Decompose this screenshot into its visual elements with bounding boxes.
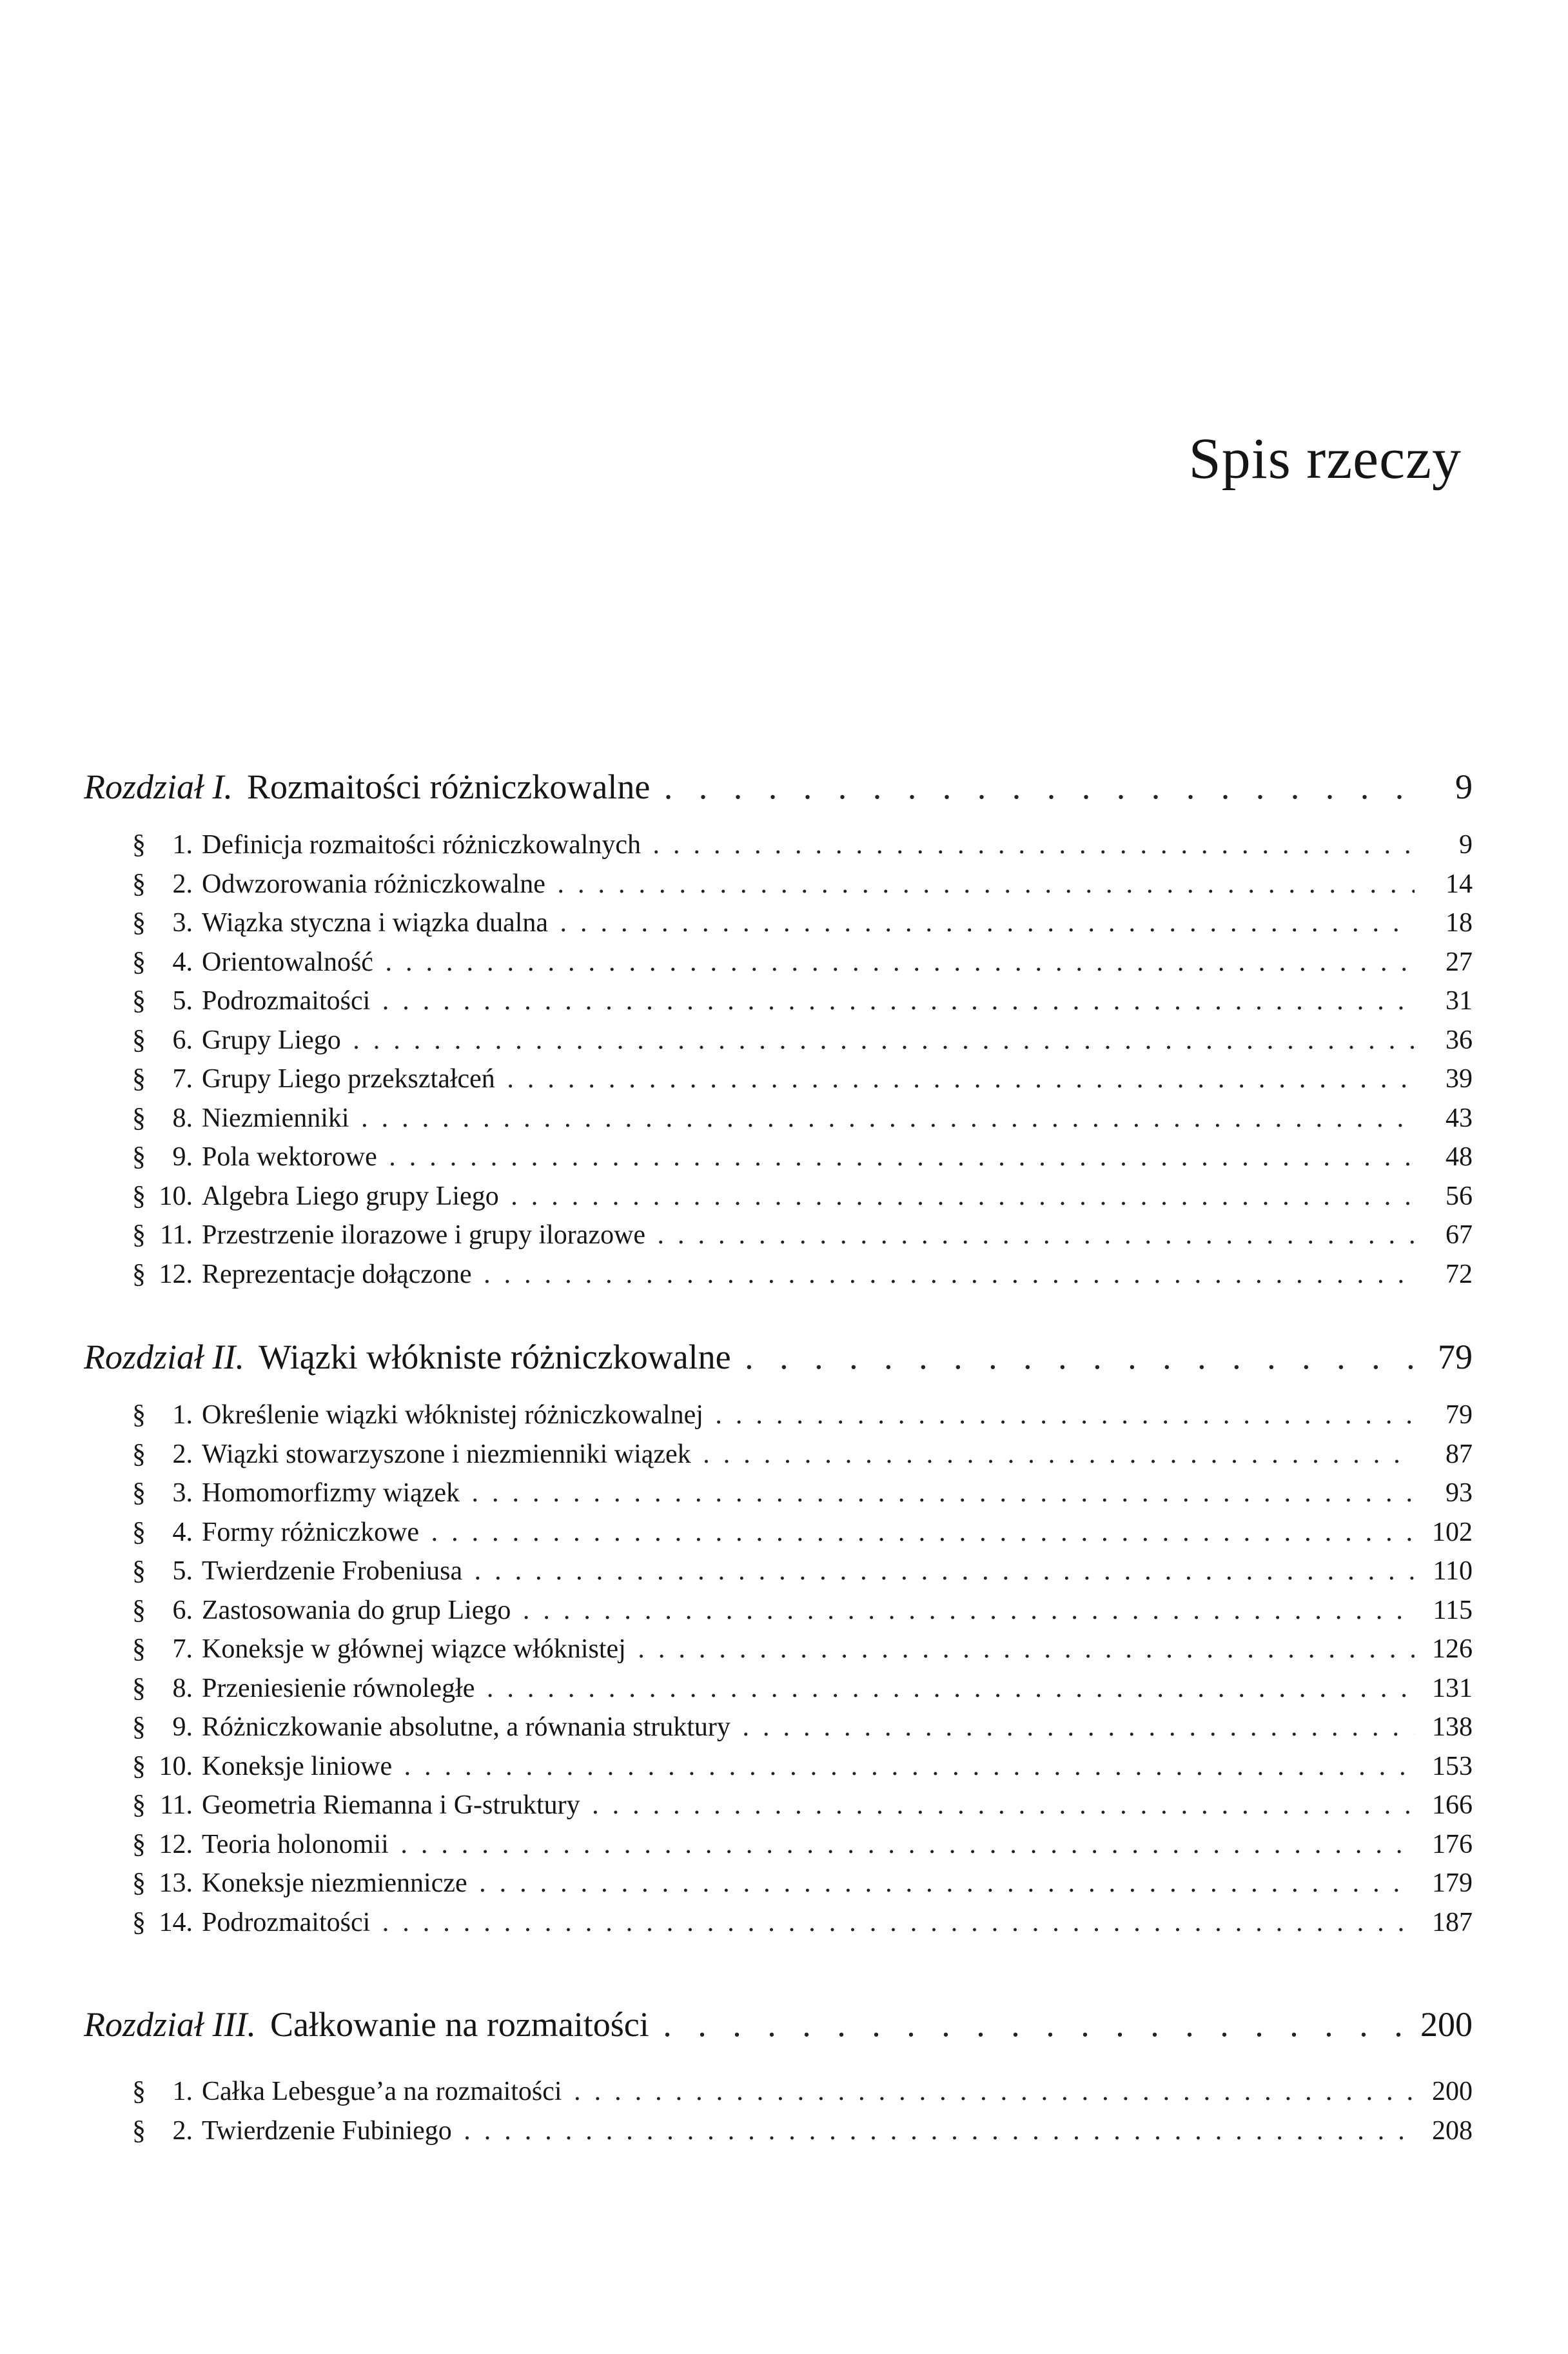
section-page-number: 200 (1432, 2077, 1473, 2106)
chapter-heading[interactable] (84, 1332, 1473, 1381)
dot-leader (378, 943, 1415, 982)
chapter-2 (84, 1332, 1473, 1942)
section-entry[interactable] (84, 1747, 1473, 1786)
section-page-number: 56 (1446, 1181, 1473, 1211)
table-of-contents (84, 762, 1473, 2150)
section-list (84, 1396, 1473, 1942)
section-entry[interactable] (84, 1513, 1473, 1552)
dot-leader (457, 2112, 1415, 2151)
section-sign: § (132, 830, 146, 860)
section-title: Homomorfizmy wiązek (202, 1478, 460, 1508)
dot-leader (424, 1513, 1415, 1552)
chapter-page-number: 200 (1420, 2005, 1473, 2044)
dot-leader (473, 1864, 1415, 1903)
dot-leader (375, 982, 1415, 1021)
section-page-number: 39 (1446, 1064, 1473, 1094)
section-page-number: 176 (1432, 1829, 1473, 1859)
section-number: 12. (159, 1829, 193, 1859)
section-number: 2. (172, 1439, 193, 1469)
section-entry[interactable] (84, 982, 1473, 1021)
section-sign: § (132, 1790, 146, 1820)
section-entry[interactable] (84, 1435, 1473, 1474)
dot-leader (500, 1060, 1415, 1099)
section-title: Orientowalność (202, 947, 373, 977)
section-title: Odwzorowania różniczkowalne (202, 869, 545, 899)
section-entry[interactable] (84, 1021, 1473, 1060)
dot-leader (736, 1708, 1415, 1747)
section-number: 11. (160, 1790, 193, 1820)
section-entry[interactable] (84, 1177, 1473, 1216)
dot-leader (654, 2000, 1414, 2049)
section-number: 10. (159, 1751, 193, 1781)
section-title: Określenie wiązki włóknistej różniczkowalnej (202, 1400, 703, 1430)
section-sign: § (132, 1142, 146, 1172)
section-sign: § (132, 1181, 146, 1211)
section-number: 9. (172, 1142, 193, 1172)
section-sign: § (132, 2115, 146, 2146)
section-page-number: 166 (1432, 1790, 1473, 1820)
section-sign: § (132, 1439, 146, 1469)
section-title: Twierdzenie Frobeniusa (202, 1556, 463, 1586)
section-number: 12. (159, 1259, 193, 1289)
section-entry[interactable] (84, 1060, 1473, 1099)
section-page-number: 102 (1432, 1517, 1473, 1547)
section-number: 3. (172, 1478, 193, 1508)
section-entry[interactable] (84, 1474, 1473, 1513)
section-number: 7. (172, 1064, 193, 1094)
section-sign: § (132, 1400, 146, 1430)
chapter-1 (84, 762, 1473, 1294)
section-title: Podrozmaitości (202, 1907, 371, 1937)
section-entry[interactable] (84, 1786, 1473, 1825)
section-number: 10. (159, 1181, 193, 1211)
chapter-title: Rozmaitości różniczkowalne (247, 767, 651, 806)
section-title: Podrozmaitości (202, 986, 371, 1016)
section-title: Reprezentacje dołączone (202, 1259, 472, 1289)
section-page-number: 110 (1433, 1556, 1473, 1586)
dot-leader (551, 865, 1415, 904)
section-sign: § (132, 1907, 146, 1937)
section-title: Koneksje w głównej wiązce włóknistej (202, 1634, 626, 1664)
section-page-number: 87 (1446, 1439, 1473, 1469)
dot-leader (516, 1591, 1415, 1630)
dot-leader (397, 1747, 1415, 1786)
section-number: 1. (172, 2077, 193, 2106)
section-page-number: 48 (1446, 1142, 1473, 1172)
section-number: 8. (172, 1103, 193, 1133)
dot-leader (480, 1669, 1415, 1708)
section-page-number: 79 (1446, 1400, 1473, 1430)
section-page-number: 126 (1432, 1634, 1473, 1664)
section-number: 2. (172, 2115, 193, 2146)
section-page-number: 208 (1432, 2115, 1473, 2146)
section-page-number: 27 (1446, 947, 1473, 977)
section-entry[interactable] (84, 1864, 1473, 1903)
chapter-page-number: 79 (1438, 1338, 1473, 1376)
section-page-number: 36 (1446, 1025, 1473, 1055)
dot-leader (355, 1099, 1415, 1138)
section-entry[interactable] (84, 1669, 1473, 1708)
chapter-title: Całkowanie na rozmaitości (270, 2005, 649, 2044)
section-entry[interactable] (84, 1591, 1473, 1630)
section-page-number: 93 (1446, 1478, 1473, 1508)
chapter-title: Wiązki włókniste różniczkowalne (259, 1338, 731, 1376)
page-title: Spis rzeczy (1188, 427, 1462, 491)
dot-leader (477, 1255, 1415, 1294)
section-entry[interactable] (84, 943, 1473, 982)
section-title: Pola wektorowe (202, 1142, 377, 1172)
dot-leader (375, 1903, 1415, 1943)
section-sign: § (132, 1751, 146, 1781)
section-sign: § (132, 986, 146, 1016)
section-sign: § (132, 1478, 146, 1508)
section-page-number: 179 (1432, 1868, 1473, 1898)
section-title: Różniczkowanie absolutne, a równania struktury (202, 1712, 730, 1742)
chapter-page-number: 9 (1455, 767, 1473, 806)
section-page-number: 31 (1446, 986, 1473, 1016)
chapter-label: Rozdział III. (84, 2005, 256, 2044)
section-entry[interactable] (84, 1903, 1473, 1943)
section-title: Definicja rozmaitości różniczkowalnych (202, 830, 642, 860)
dot-leader (709, 1396, 1415, 1435)
section-entry[interactable] (84, 826, 1473, 865)
section-page-number: 9 (1459, 830, 1473, 860)
section-sign: § (132, 1025, 146, 1055)
section-number: 5. (172, 986, 193, 1016)
dot-leader (631, 1630, 1415, 1669)
section-page-number: 72 (1446, 1259, 1473, 1289)
section-sign: § (132, 1595, 146, 1625)
section-entry[interactable] (84, 904, 1473, 943)
dot-leader (736, 1332, 1415, 1381)
section-sign: § (132, 1517, 146, 1547)
section-sign: § (132, 1829, 146, 1859)
section-title: Koneksje liniowe (202, 1751, 393, 1781)
section-entry[interactable] (84, 1216, 1473, 1255)
section-number: 8. (172, 1673, 193, 1703)
dot-leader (651, 1216, 1415, 1255)
section-sign: § (132, 1868, 146, 1898)
section-entry[interactable] (84, 1138, 1473, 1177)
section-page-number: 115 (1433, 1595, 1473, 1625)
section-title: Przestrzenie ilorazowe i grupy ilorazowe (202, 1220, 646, 1250)
section-entry[interactable] (84, 1825, 1473, 1864)
section-sign: § (132, 947, 146, 977)
section-entry[interactable] (84, 2112, 1473, 2151)
section-page-number: 67 (1446, 1220, 1473, 1250)
section-page-number: 14 (1446, 869, 1473, 899)
section-number: 3. (172, 908, 193, 938)
chapter-heading[interactable] (84, 762, 1473, 811)
section-sign: § (132, 908, 146, 938)
dot-leader (567, 2072, 1415, 2112)
section-title: Całka Lebesgue’a na rozmaitości (202, 2077, 562, 2106)
section-entry[interactable] (84, 1099, 1473, 1138)
section-number: 1. (172, 1400, 193, 1430)
section-title: Koneksje niezmiennicze (202, 1868, 467, 1898)
section-entry[interactable] (84, 1396, 1473, 1435)
section-sign: § (132, 2077, 146, 2106)
section-page-number: 18 (1446, 908, 1473, 938)
section-number: 11. (160, 1220, 193, 1250)
section-title: Formy różniczkowe (202, 1517, 420, 1547)
dot-leader (465, 1474, 1415, 1513)
section-title: Twierdzenie Fubiniego (202, 2115, 452, 2146)
section-title: Teoria holonomii (202, 1829, 389, 1859)
section-entry[interactable] (84, 865, 1473, 904)
dot-leader (655, 762, 1415, 811)
section-title: Grupy Liego przekształceń (202, 1064, 495, 1094)
dot-leader (346, 1021, 1415, 1060)
section-number: 4. (172, 947, 193, 977)
section-sign: § (132, 1634, 146, 1664)
section-entry[interactable] (84, 1255, 1473, 1294)
section-title: Grupy Liego (202, 1025, 341, 1055)
dot-leader (646, 826, 1415, 865)
chapter-heading[interactable] (84, 2000, 1473, 2049)
section-title: Geometria Riemanna i G-struktury (202, 1790, 580, 1820)
section-list (84, 826, 1473, 1294)
section-title: Algebra Liego grupy Liego (202, 1181, 499, 1211)
section-page-number: 138 (1432, 1712, 1473, 1742)
section-sign: § (132, 1556, 146, 1586)
section-number: 13. (159, 1868, 193, 1898)
dot-leader (394, 1825, 1415, 1864)
section-number: 14. (159, 1907, 193, 1937)
section-sign: § (132, 1259, 146, 1289)
section-list (84, 2072, 1473, 2150)
section-number: 4. (172, 1517, 193, 1547)
section-page-number: 153 (1432, 1751, 1473, 1781)
section-title: Przeniesienie równoległe (202, 1673, 475, 1703)
dot-leader (585, 1786, 1415, 1825)
section-title: Niezmienniki (202, 1103, 349, 1133)
chapter-3 (84, 2000, 1473, 2150)
chapter-label: Rozdział I. (84, 767, 233, 806)
section-number: 6. (172, 1595, 193, 1625)
section-page-number: 43 (1446, 1103, 1473, 1133)
section-number: 9. (172, 1712, 193, 1742)
section-sign: § (132, 1712, 146, 1742)
section-number: 5. (172, 1556, 193, 1586)
section-entry[interactable] (84, 1552, 1473, 1591)
section-title: Zastosowania do grup Liego (202, 1595, 511, 1625)
section-title: Wiązki stowarzyszone i niezmienniki wiązek (202, 1439, 691, 1469)
section-number: 7. (172, 1634, 193, 1664)
dot-leader (696, 1435, 1415, 1474)
chapter-label: Rozdział II. (84, 1338, 244, 1376)
section-entry[interactable] (84, 2072, 1473, 2112)
section-entry[interactable] (84, 1630, 1473, 1669)
section-title: Wiązka styczna i wiązka dualna (202, 908, 549, 938)
dot-leader (553, 904, 1415, 943)
dot-leader (382, 1138, 1415, 1177)
section-page-number: 131 (1432, 1673, 1473, 1703)
section-sign: § (132, 1103, 146, 1133)
section-number: 6. (172, 1025, 193, 1055)
section-sign: § (132, 869, 146, 899)
section-number: 1. (172, 830, 193, 860)
section-sign: § (132, 1673, 146, 1703)
section-page-number: 187 (1432, 1907, 1473, 1937)
section-number: 2. (172, 869, 193, 899)
section-sign: § (132, 1064, 146, 1094)
section-entry[interactable] (84, 1708, 1473, 1747)
dot-leader (467, 1552, 1415, 1591)
dot-leader (504, 1177, 1415, 1216)
section-sign: § (132, 1220, 146, 1250)
